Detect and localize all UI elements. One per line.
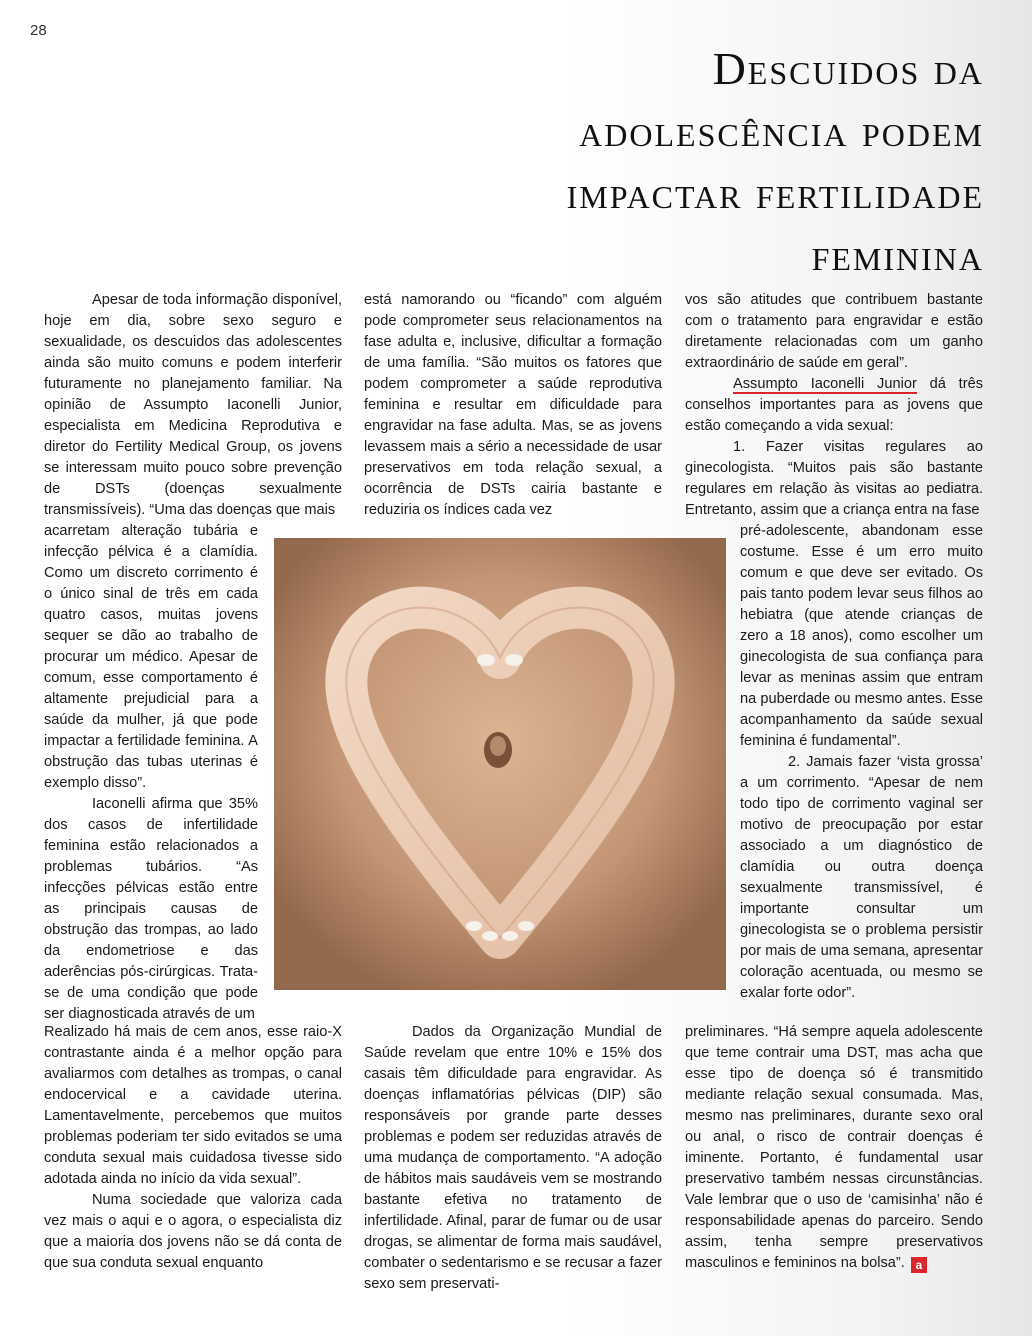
paragraph: Apesar de toda informação disponível, hoje em dia, sobre sexo seguro e sexualidade, os descuidos das adolescentes ainda são muito comuns e podem interferir futuramente no planejamento familiar. Na opinião de Assumpto Iaconelli Junior, especialista em Medicina Reprodutiva e diretor do Fertility Medical Group, os jovens se interessam muito pouco sobre prevenção de DSTs (doenças sexualmente transmissíveis). “Uma das doenças que mais — [44, 292, 342, 518]
paragraph: Realizado há mais de cem anos, esse raio-X contrastante ainda é a melhor opção para avaliarmos com detalhes as trompas, o canal endocervical e a cavidade uterina. Lamentavelmente, percebemos que muitos problemas poderiam ter sido evitados se uma conduta sexual mais cuidadosa tivesse sido adotada ainda no início da vida sexual”. — [44, 1024, 342, 1187]
column-1-bottom — [44, 1022, 342, 1274]
column-3-top — [685, 290, 983, 521]
column-3-wrap — [740, 521, 983, 1004]
paragraph — [685, 374, 983, 437]
article-title: Descuidos da adolescência podem impactar fertilidade feminina — [566, 43, 984, 280]
column-3-bottom — [685, 1022, 983, 1274]
column-1-wrap — [44, 521, 258, 1025]
paragraph: está namorando ou “ficando” com alguém pode comprometer seus relacionamentos na fase adulta e, inclusive, dificultar a formação de uma família. “São muitos os fatores que podem comprometer a saúde reprodutiva feminina e resultar em dificuldade para engravidar na fase adulta. Mas, se as jovens levassem mais a sério a necessidade de usar preservativos em toda relação sexual, a ocorrência de DSTs cairia bastante e reduziria os índices cada vez — [364, 292, 662, 518]
expert-name-link[interactable]: Assumpto Iaconelli Junior — [733, 376, 917, 392]
column-2-bottom — [364, 1022, 662, 1295]
paragraph-text: preliminares. “Há sempre aquela adolescente que teme contrair uma DST, mas acha que esse tipo de doença só é transmitido mediante relação sexual consumada. Mas, mesmo nas preliminares, durante sexo oral ou anal, o risco de contrair doenças é iminente. Portanto, é fundamental usar preservativo também nessas circunstâncias. Vale lembrar que o uso de ‘camisinha’ não é responsabilidade apenas do parceiro. Sendo assim, tenha sempre preservativos masculinos e femininos na bolsa”. — [685, 1024, 983, 1271]
column-1-top — [44, 290, 342, 521]
paragraph: vos são atitudes que contribuem bastante com o tratamento para engravidar e estão diretamente relacionadas com um ganho extraordinário de saúde em geral”. — [685, 292, 983, 371]
paragraph: Numa sociedade que valoriza cada vez mais o aqui e o agora, o especialista diz que a maioria dos jovens não se dá conta de que sua conduta sexual enquanto — [44, 1192, 342, 1271]
paragraph-rest: dá três conselhos importantes para as jovens que estão começando a vida sexual: — [685, 376, 983, 434]
heart-hands-photo — [274, 538, 726, 990]
magazine-logo-icon: a — [911, 1257, 927, 1273]
paragraph: acarretam alteração tubária e infecção pélvica é a clamídia. Como um discreto corrimento é o único sinal de três em cada quatro casos, muitas jovens sequer se dão ao trabalho de procurar um médico. Apesar de comum, esse comportamento é altamente prejudicial para a saúde da mulher, já que pode impactar a fertilidade feminina. A obstrução das tubas uterinas é exemplo disso”. — [44, 523, 258, 791]
column-2-top — [364, 290, 662, 521]
paragraph: 2. Jamais fazer ‘vista grossa’ a um corrimento. “Apesar de nem todo tipo de corrimento vaginal ser motivo de preocupação por estar associado a um diagnóstico de clamídia ou outra doença sexualmente transmissível, é importante consultar um ginecologista se o problema persistir por mais de uma semana, apresentar coloração acentuada, ou mesmo se exalar forte odor”. — [740, 754, 983, 1001]
paragraph — [685, 1022, 983, 1274]
paragraph: 1. Fazer visitas regulares ao ginecologista. “Muitos pais são bastante regulares em relação às visitas ao pediatra. Entretanto, assim que a criança entra na fase — [685, 439, 983, 518]
page-number: 28 — [30, 22, 47, 39]
paragraph: Dados da Organização Mundial de Saúde revelam que entre 10% e 15% dos casais têm dificuldade para engravidar. As doenças inflamatórias pélvicas (DIP) são responsáveis por grande parte desses problemas e podem ser reduzidas através de uma mudança de comportamento. “A adoção de hábitos mais saudáveis vem se mostrando bastante efetiva no tratamento de infertilidade. Afinal, parar de fumar ou de usar drogas, se alimentar de forma mais saudável, combater o sedentarismo e se recusar a fazer sexo sem preservati- — [364, 1024, 662, 1292]
heart-hands-illustration — [274, 538, 726, 990]
paragraph: Iaconelli afirma que 35% dos casos de infertilidade feminina estão relacionados a problemas tubários. “As infecções pélvicas estão entre as principais causas de obstrução das trompas, ao lado da endometriose e das aderências pós-cirúrgicas. Trata-se de uma condição que pode ser diagnosticada através de um — [44, 796, 258, 1022]
paragraph: pré-adolescente, abandonam esse costume. Esse é um erro muito comum e que deve ser evitado. Os pais tanto podem levar seus filhos ao hebiatra (que atende crianças de zero a 18 anos), como escolher um ginecologista de sua confiança para levar as meninas assim que entram na puberdade ou mesmo antes. Esse acompanhamento da saúde sexual feminina é fundamental”. — [740, 523, 983, 749]
